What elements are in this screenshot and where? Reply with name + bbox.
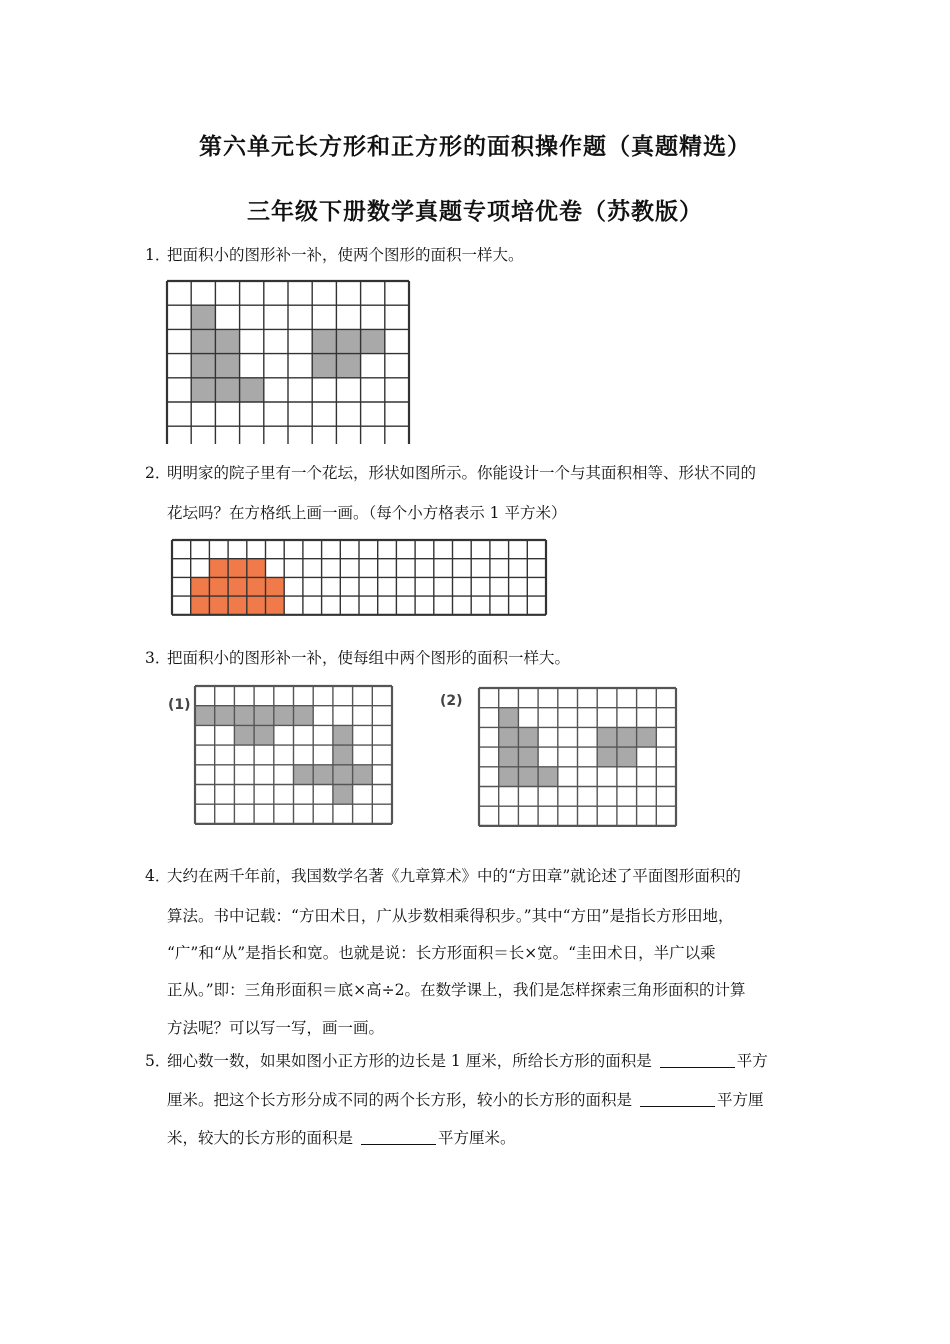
- shaded-cell: [312, 329, 336, 353]
- shaded-cell: [215, 706, 235, 726]
- shaded-cell: [617, 747, 637, 767]
- question-text: 细心数一数，如果如图小正方形的边长是 1 厘米，所给长方形的面积是: [167, 1052, 652, 1070]
- shaded-cell: [247, 577, 266, 596]
- shaded-cell: [518, 727, 538, 747]
- shaded-cell: [333, 745, 353, 765]
- figure-label-2: [440, 689, 470, 711]
- question-text: 平方厘米。: [438, 1129, 516, 1147]
- shaded-cell: [247, 596, 266, 615]
- shaded-cell: [518, 767, 538, 787]
- shaded-cell: [294, 765, 314, 785]
- question-2: [145, 454, 825, 492]
- question-text: 米，较大的长方形的面积是: [167, 1129, 354, 1147]
- shaded-cell: [228, 596, 247, 615]
- shaded-cell: [254, 725, 274, 745]
- shaded-cell: [294, 706, 314, 726]
- shaded-cell: [228, 577, 247, 596]
- question-number: 2．: [145, 464, 171, 482]
- shaded-cell: [336, 354, 360, 378]
- shaded-cell: [499, 727, 519, 747]
- shaded-cell: [191, 577, 210, 596]
- question-number: 3．: [145, 649, 171, 667]
- shaded-cell: [538, 767, 558, 787]
- grid-figure-q3-2[interactable]: [477, 686, 683, 828]
- shaded-cell: [499, 747, 519, 767]
- grid-figure-q1[interactable]: [165, 279, 411, 444]
- shaded-cell: [209, 577, 228, 596]
- page-title: 第六单元长方形和正方形的面积操作题（真题精选）: [199, 134, 751, 160]
- shaded-cell: [313, 765, 333, 785]
- answer-blank-area[interactable]: [660, 1052, 735, 1068]
- shaded-cell: [361, 329, 385, 353]
- question-text: 把面积小的图形补一补，使两个图形的面积一样大。: [167, 246, 524, 264]
- shaded-cell: [215, 354, 239, 378]
- question-text-line: [167, 1126, 516, 1148]
- grid-figure-q2[interactable]: [170, 538, 550, 630]
- shaded-cell: [333, 725, 353, 745]
- shaded-cell: [518, 747, 538, 767]
- shaded-cell: [597, 747, 617, 767]
- question-text-line: “广”和“从”是指长和宽。也就是说：长方形面积＝长×宽。“圭田术日，半广以乘: [167, 944, 716, 962]
- shaded-cell: [215, 329, 239, 353]
- page-subtitle: 三年级下册数学真题专项培优卷（苏教版）: [247, 199, 703, 225]
- shaded-cell: [191, 329, 215, 353]
- shaded-cell: [209, 559, 228, 578]
- shaded-cell: [499, 767, 519, 787]
- question-1: [145, 236, 825, 274]
- shaded-cell: [336, 329, 360, 353]
- shaded-cell: [234, 725, 254, 745]
- grid-figure-q3-1[interactable]: [193, 684, 399, 826]
- question-4: [145, 857, 825, 895]
- question-text: 平方: [736, 1052, 768, 1070]
- shaded-cell: [617, 727, 637, 747]
- shaded-cell: [191, 596, 210, 615]
- shaded-cell: [191, 305, 215, 329]
- shaded-cell: [254, 706, 274, 726]
- shaded-cell: [215, 378, 239, 402]
- shaded-cell: [274, 706, 294, 726]
- shaded-cell: [637, 727, 657, 747]
- question-number: 1．: [145, 246, 171, 264]
- question-text-line: 花坛吗？在方格纸上画一画。（每个小方格表示 1 平方米）: [167, 504, 567, 522]
- shaded-cell: [333, 765, 353, 785]
- shaded-cell: [333, 785, 353, 805]
- shaded-cell: [353, 765, 373, 785]
- shaded-cell: [266, 577, 285, 596]
- question-text-line: [167, 1088, 764, 1110]
- svg-text:(1): (1): [168, 697, 191, 713]
- shaded-cell: [247, 559, 266, 578]
- question-text: 把面积小的图形补一补，使每组中两个图形的面积一样大。: [167, 649, 571, 667]
- shaded-cell: [312, 354, 336, 378]
- question-text-line: 大约在两千年前，我国数学名著《九章算术》中的“方田章”就论述了平面图形面积的: [167, 867, 741, 885]
- shaded-cell: [597, 727, 617, 747]
- question-3: [145, 639, 825, 677]
- answer-blank-small[interactable]: [640, 1091, 715, 1107]
- shaded-cell: [209, 596, 228, 615]
- question-text: 厘米。把这个长方形分成不同的两个长方形，较小的长方形的面积是: [167, 1091, 633, 1109]
- question-5: [145, 1042, 825, 1080]
- question-text-line: 明明家的院子里有一个花坛，形状如图所示。你能设计一个与其面积相等、形状不同的: [167, 464, 757, 482]
- answer-blank-large[interactable]: [361, 1129, 436, 1145]
- question-text-line: 正从。”即：三角形面积＝底×高÷2。在数学课上，我们是怎样探索三角形面积的计算: [167, 981, 746, 999]
- question-text-line: 方法呢？可以写一写，画一画。: [167, 1019, 385, 1037]
- question-number: 5．: [145, 1052, 171, 1070]
- shaded-cell: [195, 706, 215, 726]
- question-text: 平方厘: [717, 1091, 764, 1109]
- shaded-cell: [240, 378, 264, 402]
- svg-text:(2): (2): [440, 693, 463, 709]
- question-text-line: 算法。书中记载：“方田术日，广从步数相乘得积步。”其中“方田”是指长方形田地，: [167, 907, 734, 925]
- shaded-cell: [499, 708, 519, 728]
- shaded-cell: [191, 354, 215, 378]
- question-number: 4．: [145, 867, 171, 885]
- shaded-cell: [266, 596, 285, 615]
- shaded-cell: [234, 706, 254, 726]
- shaded-cell: [191, 378, 215, 402]
- shaded-cell: [228, 559, 247, 578]
